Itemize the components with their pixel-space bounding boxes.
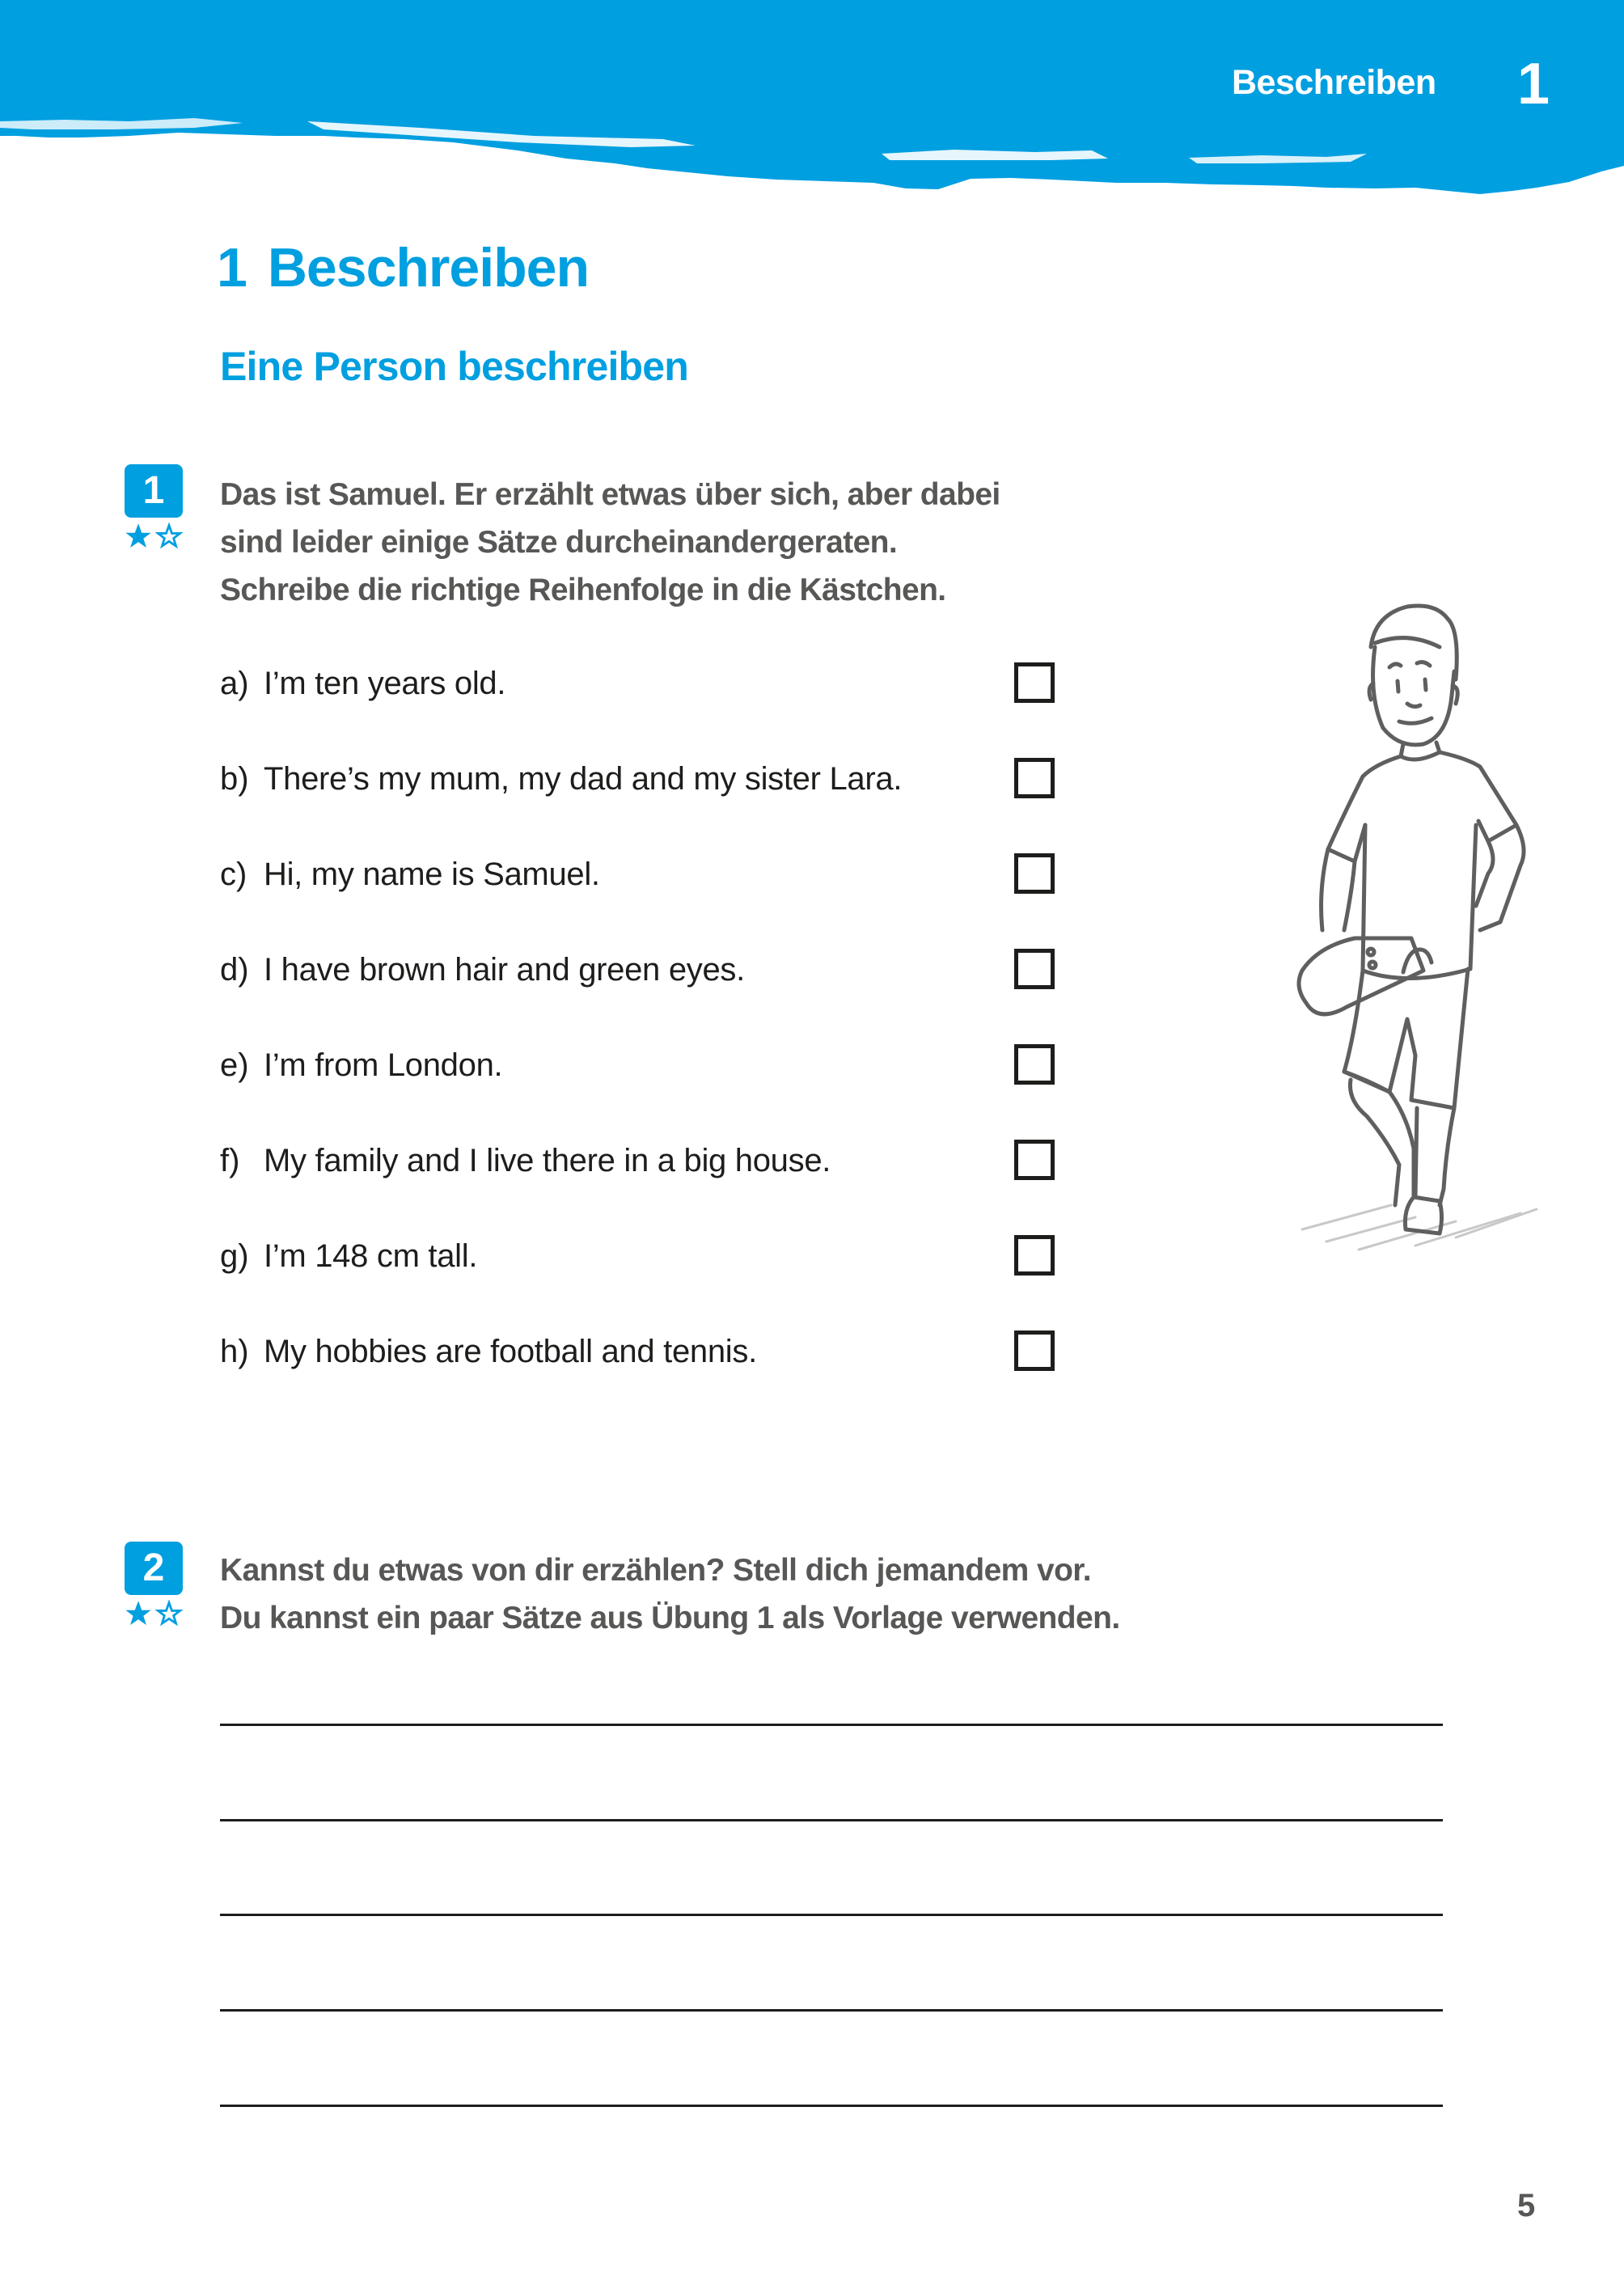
exercise-1-badge: [125, 464, 183, 550]
list-item: [220, 666, 1061, 714]
writing-line[interactable]: [220, 1914, 1443, 1916]
item-letter: f): [220, 1143, 240, 1178]
item-text: Hi, my name is Samuel.: [264, 857, 600, 892]
writing-line[interactable]: [220, 2009, 1443, 2012]
item-text: I’m ten years old.: [264, 666, 506, 701]
list-item: [220, 1238, 1061, 1287]
exercise-2-badge: [125, 1542, 183, 1627]
chapter-number: 1: [1517, 52, 1550, 116]
order-answer-box[interactable]: [1014, 758, 1055, 798]
item-letter: g): [220, 1238, 249, 1274]
list-item: [220, 857, 1061, 905]
star-filled-icon: [125, 522, 152, 550]
exercise-1-instruction: [220, 471, 1000, 614]
order-answer-box[interactable]: [1014, 853, 1055, 894]
order-answer-box[interactable]: [1014, 949, 1055, 989]
item-text: There’s my mum, my dad and my sister Lara.: [264, 761, 903, 797]
order-answer-box[interactable]: [1014, 1140, 1055, 1180]
order-answer-box[interactable]: [1014, 662, 1055, 703]
chapter-title-number: 1: [217, 237, 247, 298]
item-letter: b): [220, 761, 249, 797]
chapter-label: Beschreiben: [1232, 63, 1436, 102]
writing-line[interactable]: [220, 1724, 1443, 1726]
item-letter: c): [220, 857, 247, 892]
exercise-number: 1: [125, 464, 183, 518]
difficulty-stars: [125, 1600, 183, 1627]
chapter-title-text: Beschreiben: [267, 237, 589, 298]
list-item: [220, 1143, 1061, 1191]
order-answer-box[interactable]: [1014, 1235, 1055, 1276]
instruction-line: Schreibe die richtige Reihenfolge in die Kästchen.: [220, 573, 946, 607]
item-letter: d): [220, 952, 249, 988]
instruction-line: sind leider einige Sätze durcheinandergeraten.: [220, 525, 898, 560]
item-text: I’m from London.: [264, 1047, 503, 1083]
exercise-number: 2: [125, 1542, 183, 1595]
star-outline-icon: [155, 522, 183, 550]
star-outline-icon: [155, 1600, 183, 1627]
list-item: [220, 1334, 1061, 1382]
boy-with-skateboard-illustration: [1294, 582, 1545, 1254]
list-item: [220, 952, 1061, 1001]
instruction-line: Du kannst ein paar Sätze aus Übung 1 als Vorlage verwenden.: [220, 1601, 1120, 1635]
order-answer-box[interactable]: [1014, 1331, 1055, 1371]
exercise-2-instruction: [220, 1546, 1120, 1642]
order-answer-box[interactable]: [1014, 1044, 1055, 1085]
star-filled-icon: [125, 1600, 152, 1627]
list-item: [220, 761, 1061, 810]
item-letter: a): [220, 666, 249, 701]
item-letter: e): [220, 1047, 249, 1083]
instruction-line: Das ist Samuel. Er erzählt etwas über sich, aber dabei: [220, 477, 1000, 512]
section-title: Eine Person beschreiben: [220, 344, 689, 389]
item-text: I’m 148 cm tall.: [264, 1238, 478, 1274]
page-number: 5: [1517, 2188, 1536, 2223]
chapter-header-band: [0, 0, 1624, 198]
list-item: [220, 1047, 1061, 1096]
difficulty-stars: [125, 522, 183, 550]
instruction-line: Kannst du etwas von dir erzählen? Stell dich jemandem vor.: [220, 1553, 1091, 1588]
item-letter: h): [220, 1334, 249, 1369]
item-text: My family and I live there in a big house.: [264, 1143, 831, 1178]
writing-line[interactable]: [220, 1819, 1443, 1821]
item-text: My hobbies are football and tennis.: [264, 1334, 757, 1369]
page-title: [217, 236, 589, 299]
item-text: I have brown hair and green eyes.: [264, 952, 745, 988]
writing-line[interactable]: [220, 2105, 1443, 2107]
